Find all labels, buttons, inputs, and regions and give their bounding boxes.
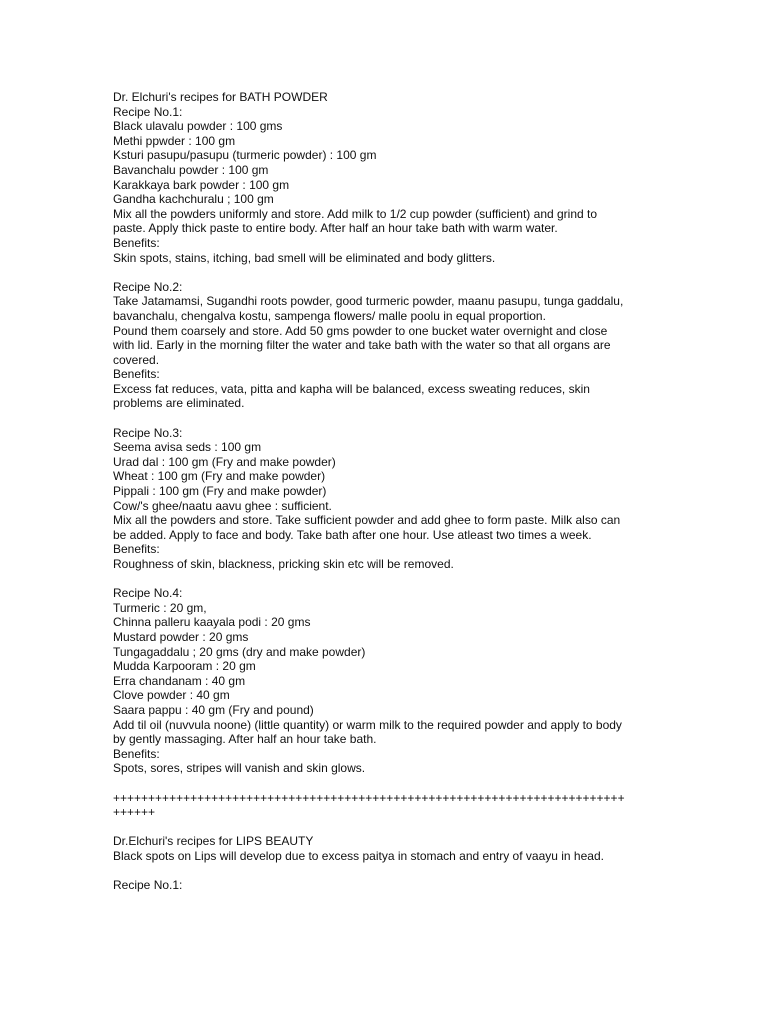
text-line: Mix all the powders and store. Take sufficient powder and add ghee to form paste. Milk also can — [113, 513, 621, 528]
text-line: Recipe No.1: — [113, 104, 183, 119]
text-line: bavanchalu, chengalva kostu, sampenga flowers/ malle poolu in equal proportion. — [113, 308, 546, 323]
text-line: Dr.Elchuri's recipes for LIPS BEAUTY — [113, 834, 314, 849]
document-page — [113, 90, 673, 893]
text-line: Spots, sores, stripes will vanish and skin glows. — [113, 761, 366, 776]
text-line: Recipe No.1: — [113, 878, 183, 893]
text-line: Cow/'s ghee/naatu aavu ghee : sufficient. — [113, 498, 332, 513]
text-line: ++++++ — [113, 805, 156, 820]
text-line: Take Jatamamsi, Sugandhi roots powder, good turmeric powder, maanu pasupu, tunga gaddalu, — [113, 294, 624, 309]
text-line: Benefits: — [113, 542, 160, 557]
text-line: Dr. Elchuri's recipes for BATH POWDER — [113, 90, 328, 104]
text-line: Recipe No.3: — [113, 425, 183, 440]
text-line: Urad dal : 100 gm (Fry and make powder) — [113, 454, 336, 469]
text-line: Mustard powder : 20 gms — [113, 629, 249, 644]
text-line: Karakkaya bark powder : 100 gm — [113, 177, 290, 192]
text-line: Black ulavalu powder : 100 gms — [113, 119, 283, 134]
text-line: Mix all the powders uniformly and store. Add milk to 1/2 cup powder (sufficient) and grind to — [113, 206, 598, 221]
blank-line — [113, 776, 673, 791]
blank-line — [113, 863, 673, 878]
text-line: Chinna palleru kaayala podi : 20 gms — [113, 615, 311, 630]
text-line: problems are eliminated. — [113, 396, 245, 411]
text-line: Recipe No.2: — [113, 279, 183, 294]
text-line: +++++++++++++++++++++++++++++++++++++++++++++++++++++++++++++++++++++++++ — [113, 790, 625, 805]
text-line: Skin spots, stains, itching, bad smell will be eliminated and body glitters. — [113, 250, 496, 265]
text-line: Ksturi pasupu/pasupu (turmeric powder) : 100 gm — [113, 148, 377, 163]
text-line: Tungagaddalu ; 20 gms (dry and make powder) — [113, 644, 366, 659]
text-line: Gandha kachchuralu ; 100 gm — [113, 192, 274, 207]
text-line: Wheat : 100 gm (Fry and make powder) — [113, 469, 326, 484]
text-line: Bavanchalu powder : 100 gm — [113, 162, 269, 177]
text-line: Benefits: — [113, 367, 160, 382]
text-line: Benefits: — [113, 235, 160, 250]
text-line: Mudda Karpooram : 20 gm — [113, 659, 256, 674]
text-line: Erra chandanam : 40 gm — [113, 673, 246, 688]
text-line: paste. Apply thick paste to entire body. After half an hour take bath with warm water. — [113, 221, 558, 236]
text-line: Excess fat reduces, vata, pitta and kapha will be balanced, excess sweating reduces, skin — [113, 381, 590, 396]
text-line: Pound them coarsely and store. Add 50 gms powder to one bucket water overnight and close — [113, 323, 608, 338]
blank-line — [113, 820, 673, 835]
blank-line — [113, 411, 673, 426]
text-line: Roughness of skin, blackness, pricking skin etc will be removed. — [113, 557, 454, 571]
text-line: Pippali : 100 gm (Fry and make powder) — [113, 484, 327, 499]
text-line: be added. Apply to face and body. Take bath after one hour. Use atleast two times a week. — [113, 527, 592, 542]
text-line: Add til oil (nuvvula noone) (little quantity) or warm milk to the required powder and apply to body — [113, 717, 622, 732]
text-line: Turmeric : 20 gm, — [113, 600, 207, 615]
text-line: with lid. Early in the morning filter the water and take bath with the water so that all organs are — [113, 338, 611, 353]
text-line: Saara pappu : 40 gm (Fry and pound) — [113, 702, 314, 717]
text-line: Benefits: — [113, 746, 160, 761]
text-line: Recipe No.4: — [113, 586, 183, 601]
blank-line — [113, 572, 673, 587]
text-line: Seema avisa seds : 100 gm — [113, 440, 262, 455]
text-line: covered. — [113, 352, 160, 367]
text-line: Black spots on Lips will develop due to excess paitya in stomach and entry of vaayu in head. — [113, 848, 604, 863]
text-line: by gently massaging. After half an hour take bath. — [113, 732, 377, 747]
blank-line — [113, 265, 673, 280]
text-line: Methi ppwder : 100 gm — [113, 133, 236, 148]
text-line: Clove powder : 40 gm — [113, 688, 230, 703]
